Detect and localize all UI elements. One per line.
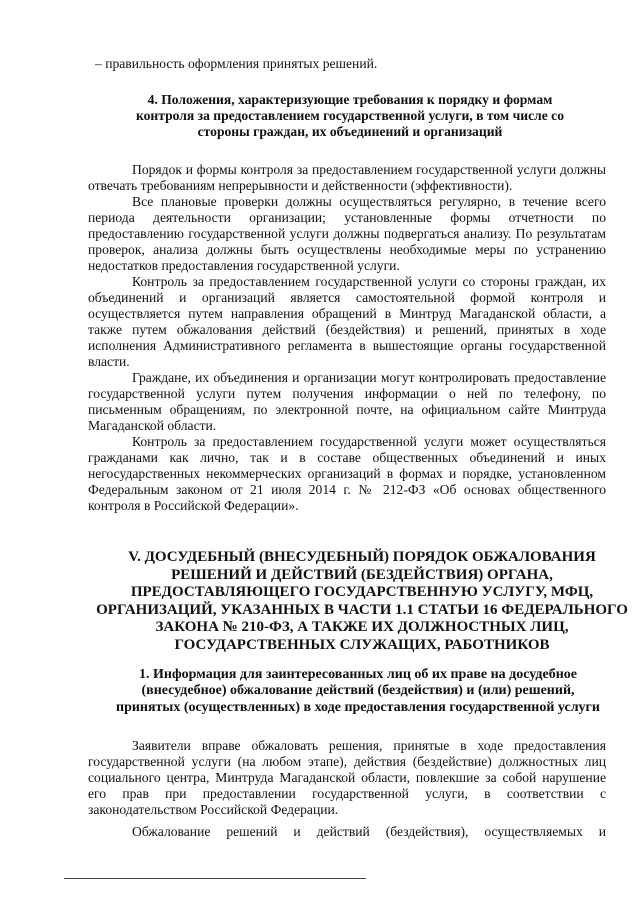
- paragraph: Заявители вправе обжаловать решения, принятые в ходе предоставления государственной услуги (на любом этапе), действия (бездействие) должностных лиц социального центра, Минтруда Магаданской области, повлекшие за собой нарушение его прав при предоставлении государственной услуги, в соответствии с законодательством Российской Федерации.: [88, 738, 606, 817]
- subsection1-body: [88, 738, 606, 840]
- paragraph: Обжалование решений и действий (бездействия), осуществляемых и: [132, 824, 606, 839]
- bullet-item: – правильность оформления принятых решений.: [95, 56, 378, 71]
- paragraph: Контроль за предоставлением государственной услуги может осуществляться гражданами как лично, так и в составе общественных объединений и иных негосударственных некоммерческих организаций в формах и порядке, установленном Федеральным законом от 21 июля 2014 г. № 212-ФЗ «Об основах общественного контроля в Российской Федерации».: [88, 434, 606, 513]
- subsection1-heading: 1. Информация для заинтересованных лиц об их праве на досудебное (внесудебное) обжалование действий (бездействия) и (или) решений, принятых (осуществленных) в ходе предоставления государственной услуги: [116, 667, 600, 715]
- paragraph: Граждане, их объединения и организации могут контролировать предоставление государственной услуги путем получения информации о ней по телефону, по письменным обращениям, по электронной почте, на официальном сайте Минтруда Магаданской области.: [88, 370, 606, 433]
- section5-heading: V. ДОСУДЕБНЫЙ (ВНЕСУДЕБНЫЙ) ПОРЯДОК ОБЖАЛОВАНИЯ РЕШЕНИЙ И ДЕЙСТВИЙ (БЕЗДЕЙСТВИЯ) ОРГАНА, ПРЕДОСТАВЛЯЮЩЕГО ГОСУДАРСТВЕННУЮ УСЛУГУ, МФЦ, ОРГАНИЗАЦИЙ, УКАЗАННЫХ В ЧАСТИ 1.1 СТАТЬИ 16 ФЕДЕРАЛЬНОГО ЗАКОНА № 210-ФЗ, А ТАКЖЕ ИХ ДОЛЖНОСТНЫХ ЛИЦ, ГОСУДАРСТВЕННЫХ СЛУЖАЩИХ, РАБОТНИКОВ: [96, 549, 628, 653]
- paragraph: Контроль за предоставлением государственной услуги со стороны граждан, их объединений и организаций является самостоятельной формой контроля и осуществляется путем направления обращений в Минтруд Магаданской области, а также путем обжалования действий (бездействия) и решений, принятых в ходе исполнения Административного регламента в вышестоящие органы государственной власти.: [88, 274, 606, 369]
- section4-heading: 4. Положения, характеризующие требования к порядку и формам контроля за предоставлением государственной услуги, в том числе со стороны граждан, их объединений и организаций: [135, 92, 565, 139]
- paragraph: Все плановые проверки должны осуществляться регулярно, в течение всего периода деятельности организации; установленные формы отчетности по предоставлению государственной услуги должны подвергаться анализу. По результатам проверок, анализа должны быть осуществлены необходимые меры по устранению недостатков предоставления государственной услуги.: [88, 194, 606, 273]
- section4-body: [88, 162, 606, 514]
- paragraph: Порядок и формы контроля за предоставлением государственной услуги должны отвечать требованиям непрерывности и действенности (эффективности).: [88, 162, 606, 193]
- footer-separator: [64, 878, 366, 879]
